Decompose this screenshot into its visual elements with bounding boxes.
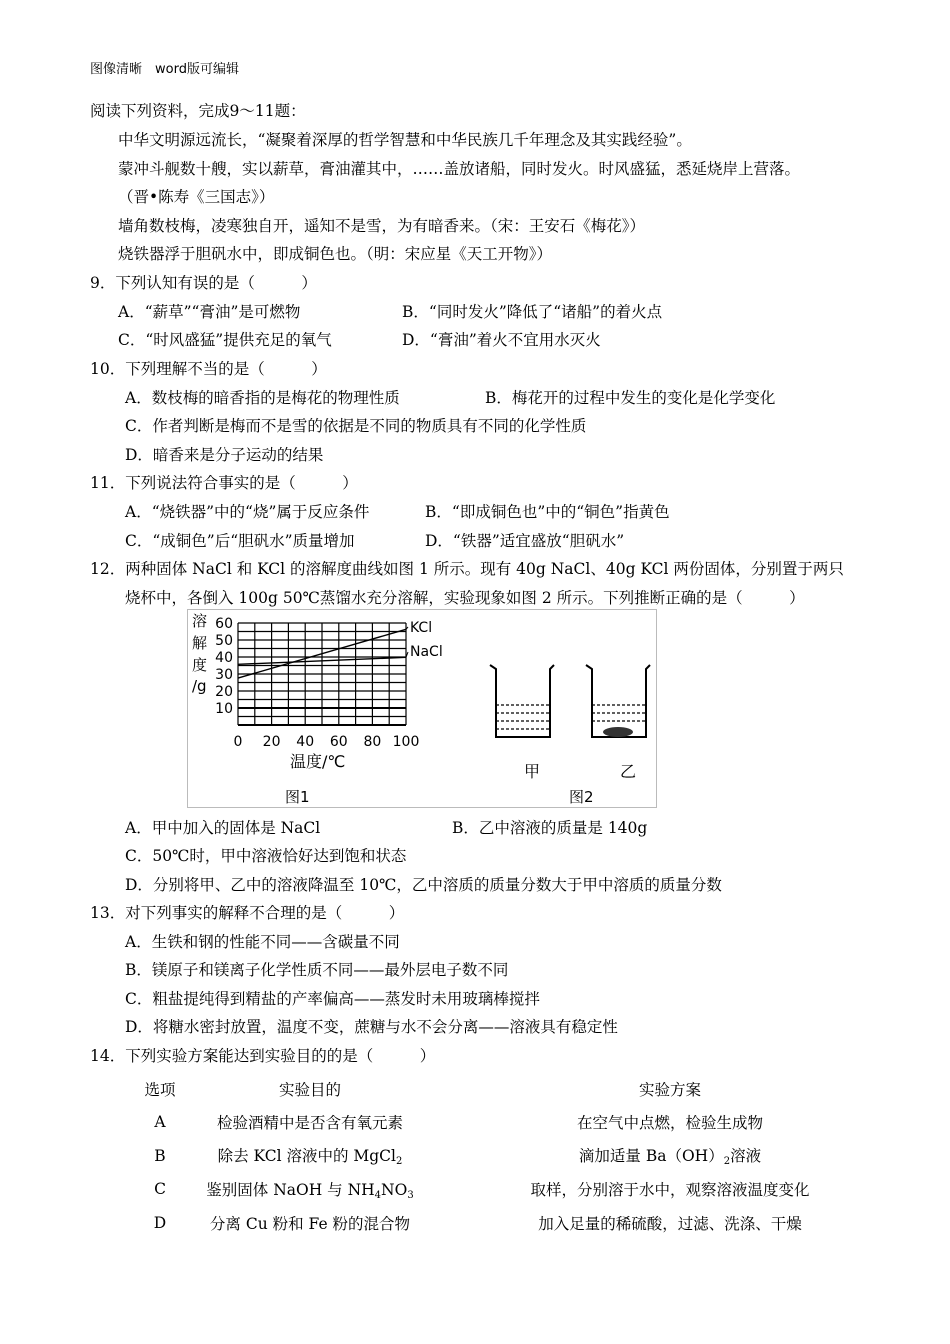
q12-option-c: C．50℃时，甲中溶液恰好达到饱和状态: [125, 847, 407, 865]
row-goal: 鉴别固体 NaOH 与 $NH_4NO_3$: [206, 1180, 414, 1201]
q11-option-b: B．“即成铜色也”中的“铜色”指黄色: [425, 503, 670, 521]
row-plan: 在空气中点燃，检验生成物: [576, 1114, 763, 1133]
q10-option-a: A．数枝梅的暗香指的是梅花的物理性质: [125, 389, 400, 407]
q9-option-c: C．“时风盛猛”提供充足的氧气: [118, 331, 332, 349]
q12-figure: [187, 609, 657, 808]
q13-option-b: B．镁原子和镁离子化学性质不同——最外层电子数不同: [125, 961, 509, 979]
table-row: [140, 1139, 900, 1173]
x-tick-label: 60: [329, 734, 348, 750]
row-plan: 滴加适量 $Ba(OH)_2$溶液: [578, 1147, 762, 1168]
y-tick-label: 40: [215, 650, 233, 666]
ylabel-char-2: 解: [192, 634, 208, 652]
x-tick-label: 80: [363, 734, 382, 750]
q11-option-a: A．“烧铁器”中的“烧”属于反应条件: [125, 503, 370, 521]
q12-stem-line1: 12．两种固体 NaCl 和 KCl 的溶解度曲线如图 1 所示。现有 40g NaCl、40g KCl 两份固体，分别置于两只: [90, 560, 844, 578]
passage-2-source: （晋•陈寿《三国志》）: [118, 188, 275, 206]
q10-option-d: D．暗香来是分子运动的结果: [125, 446, 324, 464]
y-tick-labels: [215, 616, 233, 717]
undissolved-solid: [603, 727, 633, 737]
q13-option-d: D．将糖水密封放置，温度不变，蔗糖与水不会分离——溶液具有稳定性: [125, 1018, 618, 1036]
beaker-label-jia: 甲: [524, 762, 541, 781]
figure-svg: [188, 610, 656, 807]
q11-stem: 11．下列说法符合事实的是（ ）: [90, 474, 358, 492]
ylabel-char-3: 度: [192, 656, 208, 674]
passage-3: 墙角数枝梅，凌寒独自开，遥知不是雪，为有暗香来。（宋：王安石《梅花》）: [118, 217, 646, 235]
row-option: A: [154, 1113, 166, 1132]
q12-option-a: A．甲中加入的固体是 NaCl: [125, 819, 321, 837]
q10-option-b: B．梅花开的过程中发生的变化是化学变化: [485, 389, 776, 407]
y-tick-label: 30: [215, 667, 233, 683]
x-tick-label: 100: [392, 734, 420, 750]
series-label-nacl: NaCl: [410, 644, 443, 660]
passage-1: 中华文明源远流长，“凝聚着深厚的哲学智慧和中华民族几千年理念及其实践经验”。: [118, 131, 692, 149]
q12-option-d: D．分别将甲、乙中的溶液降温至 10℃，乙中溶质的质量分数大于甲中溶质的质量分数: [125, 876, 722, 894]
caption-fig2: 图2: [569, 788, 594, 806]
q14-options-table: [140, 1072, 900, 1240]
chart-grid: [238, 623, 406, 725]
q9-option-d: D．“膏油”着火不宜用水灭火: [402, 331, 601, 349]
header-option: 选项: [144, 1080, 176, 1099]
row-goal: 分离 Cu 粉和 Fe 粉的混合物: [209, 1214, 411, 1233]
chart-series: [238, 627, 408, 678]
ylabel-char-1: 溶: [192, 612, 208, 630]
q12-option-b: B．乙中溶液的质量是 140g: [452, 819, 648, 837]
q11-option-c: C．“成铜色”后“胆矾水”质量增加: [125, 532, 355, 550]
table-row: [140, 1106, 900, 1140]
beaker-jia: [490, 665, 554, 737]
x-tick-label: 40: [296, 734, 315, 750]
row-goal: 检验酒精中是否含有氧元素: [216, 1114, 403, 1133]
y-tick-label: 20: [215, 684, 233, 700]
x-tick-label: 0: [233, 734, 243, 750]
row-plan: 取样，分别溶于水中，观察溶液温度变化: [530, 1181, 810, 1200]
page-header: 图像清晰 word版可编辑: [90, 62, 239, 77]
x-tick-label: 20: [262, 734, 281, 750]
header-plan: 实验方案: [638, 1080, 701, 1099]
row-option: C: [154, 1180, 166, 1199]
ylabel-char-4: /g: [192, 677, 207, 695]
q13-option-a: A．生铁和钢的性能不同——含碳量不同: [125, 933, 400, 951]
x-axis-title: 温度/℃: [290, 752, 346, 771]
q9-stem: 9．下列认知有误的是（ ）: [90, 274, 317, 292]
passage-4: 烧铁器浮于胆矾水中，即成铜色也。（明：宋应星《天工开物》）: [118, 245, 553, 263]
q14-stem: 14．下列实验方案能达到实验目的的是（ ）: [90, 1047, 436, 1065]
beaker-label-yi: 乙: [620, 762, 637, 781]
q13-option-c: C．粗盐提纯得到精盐的产率偏高——蒸发时未用玻璃棒搅拌: [125, 990, 540, 1008]
row-option: B: [154, 1146, 166, 1165]
y-tick-label: 50: [215, 633, 233, 649]
y-tick-label: 60: [215, 616, 233, 632]
reading-intro: 阅读下列资料，完成9～11题：: [90, 102, 306, 120]
table-header-row: [140, 1072, 900, 1106]
q10-option-c: C．作者判断是梅而不是雪的依据是不同的物质具有不同的化学性质: [125, 417, 587, 435]
q10-stem: 10．下列理解不当的是（ ）: [90, 360, 327, 378]
q9-option-b: B．“同时发火”降低了“诸船”的着火点: [402, 303, 663, 321]
table-row: [140, 1206, 900, 1240]
y-tick-label: 10: [215, 701, 233, 717]
x-tick-labels: [234, 734, 420, 750]
q9-option-a: A．“薪草”“膏油”是可燃物: [118, 303, 301, 321]
header-goal: 实验目的: [278, 1080, 341, 1099]
row-plan: 加入足量的稀硫酸，过滤、洗涤、干燥: [538, 1214, 802, 1233]
q11-option-d: D．“铁器”适宜盛放“胆矾水”: [425, 532, 625, 550]
table-row: [140, 1173, 900, 1207]
q13-stem: 13．对下列事实的解释不合理的是（ ）: [90, 904, 405, 922]
row-option: D: [153, 1213, 167, 1232]
row-goal: 除去 KCl 溶液中的 MgCl$_2$: [217, 1147, 403, 1168]
passage-2: 蒙冲斗舰数十艘，实以薪草，膏油灌其中，……盖放诸船，同时发火。时风盛猛，悉延烧岸上营落。: [118, 160, 801, 178]
q12-stem-line2: 烧杯中，各倒入 100g 50℃蒸馏水充分溶解，实验现象如图 2 所示。下列推断正确的是（ ）: [125, 589, 805, 607]
caption-fig1: 图1: [285, 788, 310, 806]
series-label-kcl: KCl: [410, 620, 433, 636]
beaker-yi: [586, 665, 650, 737]
